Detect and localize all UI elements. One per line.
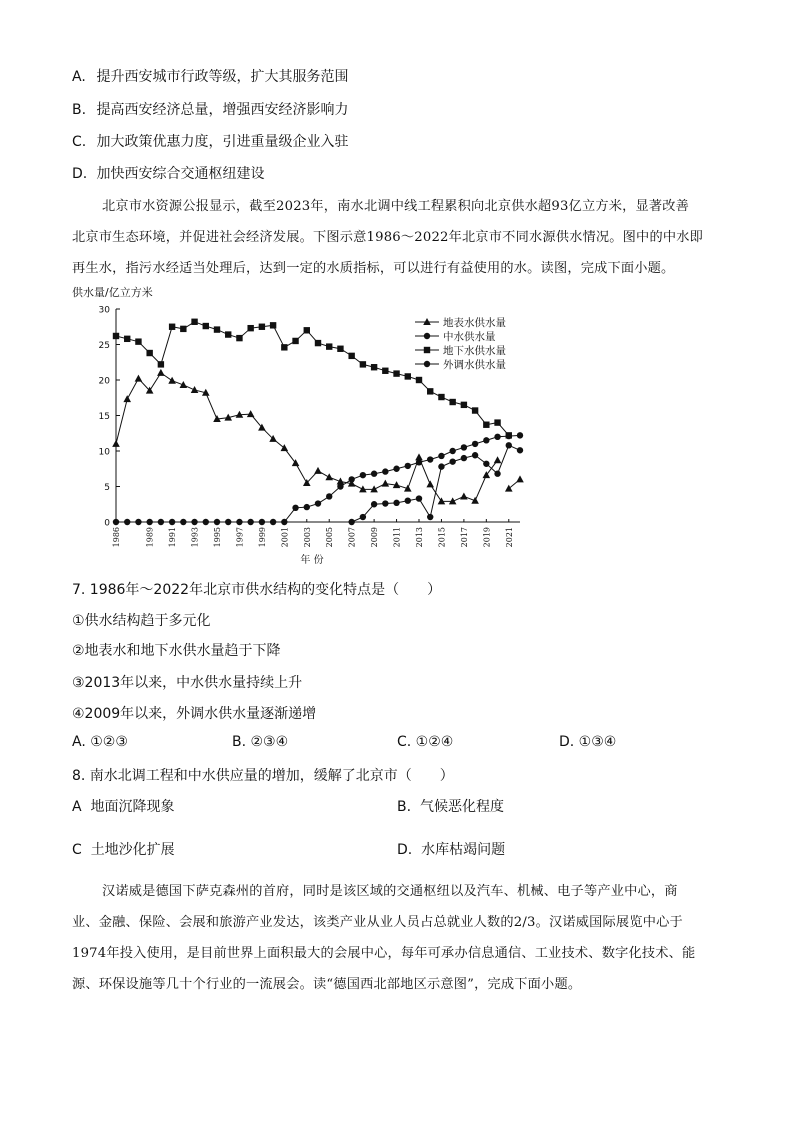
option-text: 气候恶化程度 [419, 799, 504, 815]
x-tick-label: 2011 [392, 527, 402, 548]
data-point [158, 361, 164, 367]
data-point [461, 402, 467, 408]
legend-label: 地表水供水量 [443, 317, 506, 329]
option-text: 水库枯竭问题 [421, 842, 506, 858]
data-point [203, 519, 209, 525]
data-point [337, 483, 343, 489]
option-label: D. [72, 166, 88, 182]
data-point [449, 399, 455, 405]
q7-item-2: ②地表水和地下水供水量趋于下降 [72, 643, 281, 659]
data-point [505, 485, 513, 492]
x-tick-label: 2015 [437, 527, 447, 548]
data-point [214, 519, 220, 525]
data-point [169, 324, 175, 330]
y-tick-label: 10 [98, 447, 110, 458]
option-label: C [72, 842, 82, 858]
data-point [247, 325, 253, 331]
data-point [472, 452, 478, 458]
data-point [494, 419, 500, 425]
data-point [135, 375, 143, 382]
data-point [214, 326, 220, 332]
data-point [168, 377, 176, 384]
data-point [472, 441, 478, 447]
data-point [494, 434, 500, 440]
data-point [382, 468, 388, 474]
option-text: 提高西安经济总量，增强西安经济影响力 [96, 102, 349, 118]
data-point [517, 432, 523, 438]
q7-choice-c: C. ①②④ [397, 734, 454, 750]
data-point [281, 444, 289, 451]
data-point [304, 327, 310, 333]
data-point [146, 519, 152, 525]
x-tick-label: 2003 [302, 527, 312, 548]
legend-label: 外调水供水量 [443, 359, 506, 371]
data-point [314, 467, 322, 474]
data-point [337, 346, 343, 352]
data-point [494, 471, 500, 477]
data-point [483, 437, 489, 443]
x-tick-label: 1991 [168, 527, 178, 548]
data-point [438, 463, 444, 469]
option-text: 土地沙化扩展 [90, 842, 175, 858]
data-point [113, 333, 119, 339]
q8-choice-d [397, 839, 505, 859]
data-point [426, 480, 434, 487]
data-point [393, 370, 399, 376]
q7-stem: 7. 1986年～2022年北京市供水结构的变化特点是（ ） [72, 582, 442, 598]
data-point [449, 448, 455, 454]
data-point [393, 500, 399, 506]
data-point [304, 504, 310, 510]
x-tick-label: 2009 [370, 527, 380, 548]
data-point [460, 492, 468, 499]
passage1-line-3: 再生水，指污水经适当处理后，达到一定的水质指标，可以进行有益使用的水。读图，完成下面小题。 [72, 261, 675, 276]
data-point [225, 331, 231, 337]
data-point [191, 519, 197, 525]
q7-choice-a: A. ①②③ [72, 734, 128, 750]
data-point [270, 322, 276, 328]
x-tick-label: 1986 [112, 527, 121, 548]
data-point [146, 350, 152, 356]
data-point [135, 338, 141, 344]
x-tick-label: 2017 [459, 527, 469, 548]
x-tick-label: 1989 [145, 527, 155, 548]
data-point [483, 461, 489, 467]
data-point [236, 335, 242, 341]
data-point [506, 432, 512, 438]
q6-option-b [72, 99, 348, 119]
data-point [449, 458, 455, 464]
y-tick-label: 5 [104, 483, 110, 493]
q7-item-4: ④2009年以来，外调水供水量逐渐递增 [72, 706, 317, 722]
data-point [281, 344, 287, 350]
data-point [281, 519, 287, 525]
data-point [348, 476, 354, 482]
data-point [112, 440, 120, 447]
data-point [427, 388, 433, 394]
data-point [517, 447, 523, 453]
option-label: C. [72, 134, 87, 150]
q7-item-1: ①供水结构趋于多元化 [72, 613, 211, 629]
data-point [405, 463, 411, 469]
y-tick-label: 0 [104, 518, 110, 529]
option-text: 加快西安综合交通枢纽建设 [96, 166, 265, 182]
data-point [135, 519, 141, 525]
data-point [393, 466, 399, 472]
data-point [270, 519, 276, 525]
data-point [494, 456, 502, 463]
data-point [259, 519, 265, 525]
data-point [180, 326, 186, 332]
legend-marker [424, 361, 430, 367]
data-point [360, 514, 366, 520]
data-point [191, 319, 197, 325]
data-point [416, 495, 422, 501]
q8-choice-c [72, 839, 175, 859]
x-axis-label: 年 份 [300, 555, 324, 566]
series-line-3 [352, 445, 520, 522]
q6-option-d [72, 163, 264, 183]
data-point [461, 455, 467, 461]
data-point [427, 456, 433, 462]
q8-choice-b [397, 796, 504, 816]
q7-choice-b: B. ②③④ [232, 734, 289, 750]
data-point [472, 407, 478, 413]
data-point [371, 471, 377, 477]
option-label: B. [397, 799, 412, 815]
option-text: 加大政策优惠力度，引进重量级企业入驻 [96, 134, 349, 150]
data-point [124, 336, 130, 342]
option-label: B. [72, 102, 87, 118]
data-point [506, 442, 512, 448]
data-point [113, 519, 119, 525]
passage2-line-2: 业、金融、保险、会展和旅游产业发达，该类产业从业人员占总就业人数的2/3。汉诺威国际展览中心于 [72, 915, 683, 930]
data-point [247, 519, 253, 525]
data-point [382, 368, 388, 374]
x-tick-label: 2021 [504, 527, 514, 548]
q6-option-a [72, 66, 348, 86]
data-point [348, 353, 354, 359]
option-label: A. [72, 69, 86, 85]
data-point [292, 505, 298, 511]
q8-stem: 8. 南水北调工程和中水供应量的增加，缓解了北京市（ ） [72, 768, 454, 784]
passage1-line-1: 北京市水资源公报显示，截至2023年，南水北调中线工程累积向北京供水超93亿立方米，显著改善 [102, 199, 690, 214]
option-label: A [72, 799, 82, 815]
data-point [180, 519, 186, 525]
data-point [247, 410, 255, 417]
data-point [236, 519, 242, 525]
y-axis-label: 供水量/亿立方米 [72, 286, 153, 299]
data-point [405, 498, 411, 504]
option-text: 提升西安城市行政等级，扩大其服务范围 [96, 69, 349, 85]
x-tick-label: 2007 [347, 527, 357, 548]
option-label: D. [397, 842, 413, 858]
data-point [516, 475, 524, 482]
data-point [483, 422, 489, 428]
series-line-1 [116, 435, 520, 522]
q6-option-c [72, 131, 348, 151]
passage2-line-1: 汉诺威是德国下萨克森州的首府，同时是该区域的交通枢纽以及汽车、机械、电子等产业中心，商 [102, 884, 678, 899]
data-point [325, 473, 333, 480]
data-point [124, 519, 130, 525]
data-point [315, 340, 321, 346]
data-point [315, 500, 321, 506]
data-point [157, 369, 165, 376]
legend-label: 地下水供水量 [443, 345, 506, 357]
legend-label: 中水供水量 [443, 331, 496, 343]
data-point [416, 459, 422, 465]
data-point [259, 324, 265, 330]
water-supply-chart [60, 282, 530, 572]
data-point [123, 395, 131, 402]
data-point [461, 444, 467, 450]
data-point [191, 386, 199, 393]
data-point [225, 519, 231, 525]
y-tick-label: 20 [98, 376, 110, 387]
legend-marker [424, 333, 430, 339]
data-point [371, 501, 377, 507]
q7-choice-d: D. ①③④ [559, 734, 617, 750]
data-point [438, 453, 444, 459]
data-point [405, 373, 411, 379]
passage2-line-3: 1974年投入使用，是目前世界上面积最大的会展中心，每年可承办信息通信、工业技术、数字化技术、能 [72, 946, 696, 961]
passage1-line-2: 北京市生态环境，并促进社会经济发展。下图示意1986～2022年北京市不同水源供水情况。图中的中水即 [72, 230, 703, 245]
x-tick-label: 2001 [280, 527, 290, 548]
option-text: 地面沉降现象 [90, 799, 175, 815]
x-tick-label: 1997 [235, 527, 245, 548]
x-tick-label: 2005 [325, 527, 335, 548]
data-point [203, 323, 209, 329]
data-point [416, 377, 422, 383]
data-point [348, 519, 354, 525]
x-tick-label: 1995 [213, 527, 222, 548]
data-point [326, 493, 332, 499]
data-point [438, 394, 444, 400]
data-point [360, 472, 366, 478]
data-point [382, 480, 390, 487]
data-point [169, 519, 175, 525]
x-tick-label: 1993 [190, 527, 200, 548]
legend-marker [424, 347, 430, 353]
data-point [158, 519, 164, 525]
data-point [326, 343, 332, 349]
data-point [360, 361, 366, 367]
q7-item-3: ③2013年以来，中水供水量持续上升 [72, 675, 303, 691]
x-tick-label: 1999 [257, 527, 267, 548]
data-point [292, 338, 298, 344]
passage2-line-4: 源、环保设施等几十个行业的一流展会。读“德国西北部地区示意图”，完成下面小题。 [72, 977, 582, 992]
y-tick-label: 30 [98, 305, 110, 316]
data-point [427, 514, 433, 520]
data-point [371, 364, 377, 370]
y-tick-label: 25 [98, 341, 110, 351]
data-point [382, 500, 388, 506]
x-tick-label: 2019 [482, 527, 492, 548]
x-tick-label: 2013 [415, 527, 424, 548]
y-tick-label: 15 [98, 412, 110, 422]
q8-choice-a [72, 796, 174, 816]
